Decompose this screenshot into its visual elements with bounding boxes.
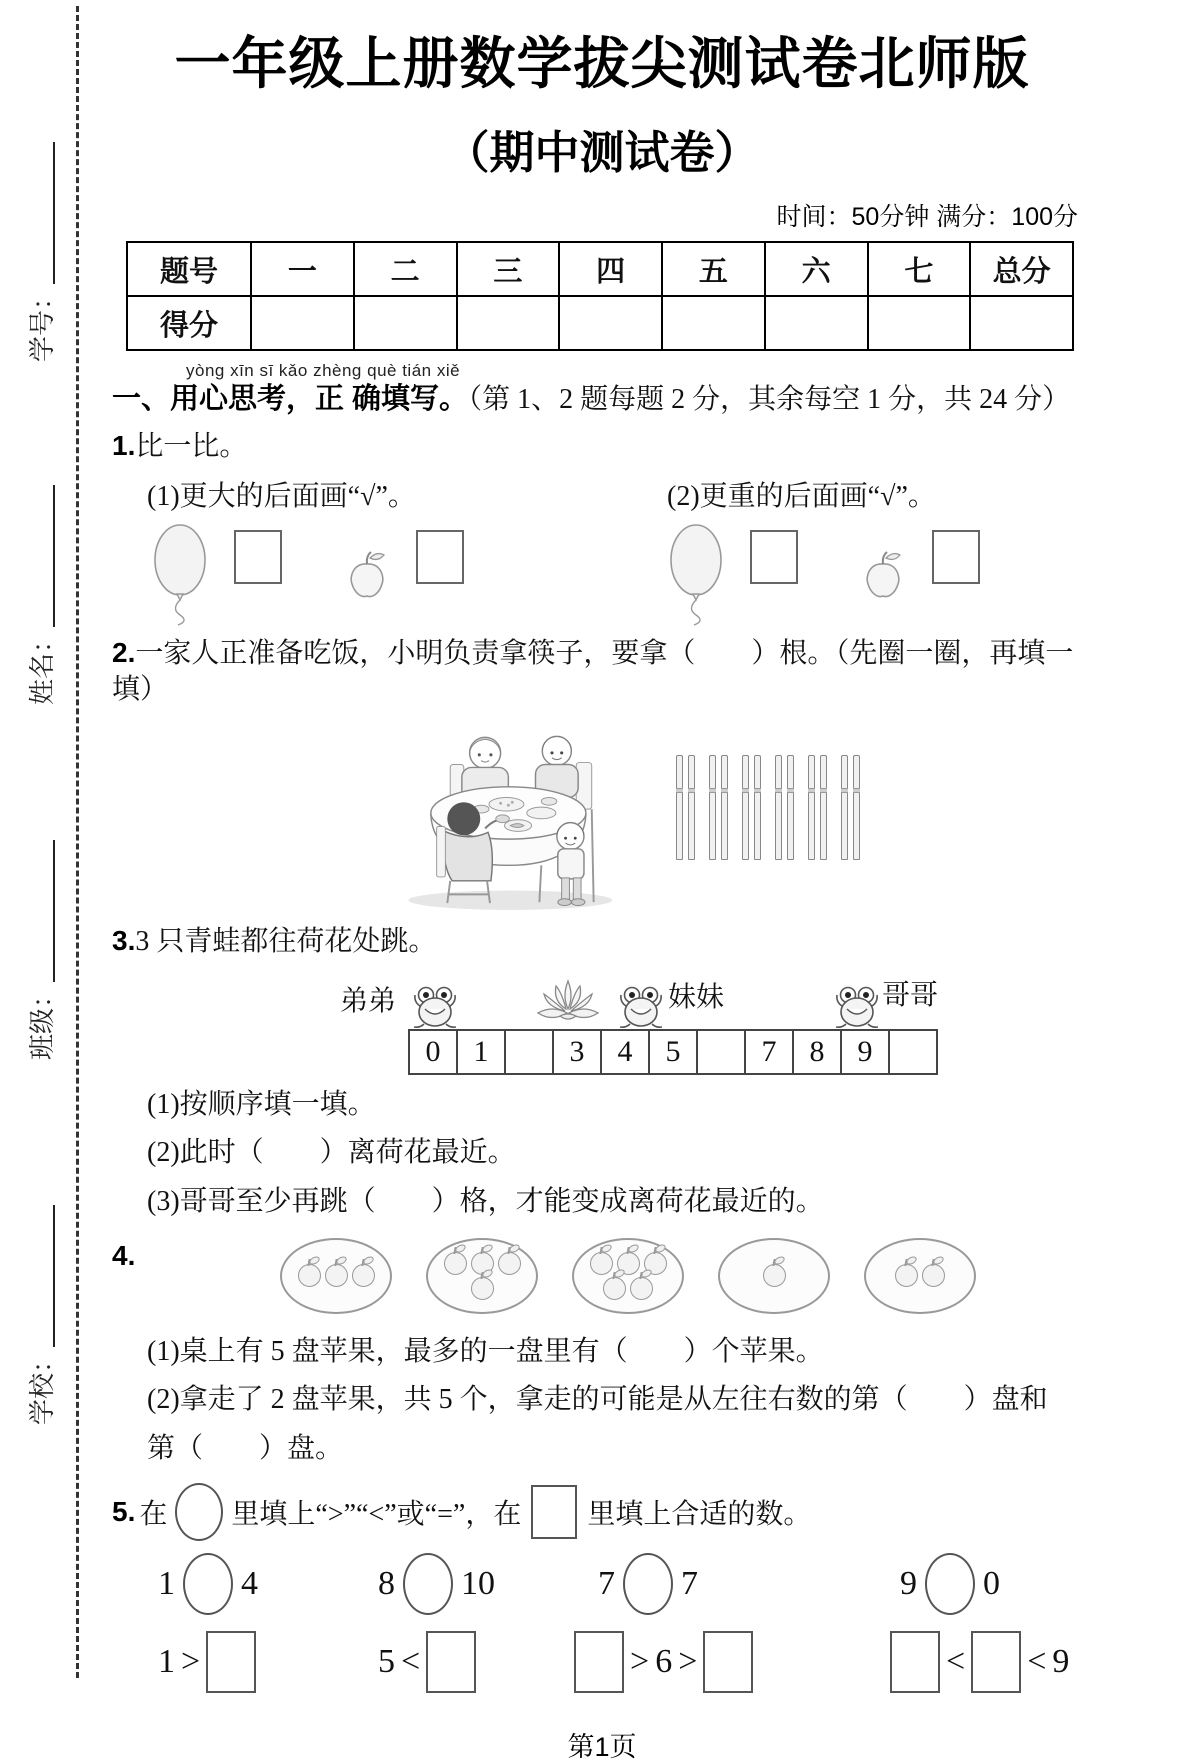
answer-box xyxy=(234,530,282,584)
header-col-4: 四 xyxy=(559,242,662,296)
apple-plate xyxy=(280,1238,392,1314)
question-4-part2-line1: (2)拿走了 2 盘苹果，共 5 个，拿走的可能是从左往右数的第（ ）盘和 xyxy=(147,1384,1048,1416)
number: 7 xyxy=(681,1565,698,1603)
question-4-part2-line2: 第（ ）盘。 xyxy=(147,1432,344,1464)
question-1 xyxy=(112,428,1092,465)
question-3-text: 3 只青蛙都往荷花处跳。 xyxy=(135,926,437,958)
question-2-figure xyxy=(394,712,1092,912)
question-1-number: 1. xyxy=(112,430,136,462)
section-pinyin: yòng xīn sī kǎo zhèng què tián xiě xyxy=(186,361,461,380)
question-5-text-c: 里填上合适的数。 xyxy=(587,1499,812,1531)
apple-icon xyxy=(603,1277,626,1300)
page-title: 一年级上册数学拔尖测试卷北师版 xyxy=(174,32,1030,95)
square-blank xyxy=(206,1631,256,1693)
header-col-1: 一 xyxy=(251,242,354,296)
number-cell-blank xyxy=(698,1031,746,1073)
score-cell xyxy=(251,296,354,350)
number-cell: 3 xyxy=(554,1031,602,1073)
compare-group-size xyxy=(152,520,464,626)
chopstick-pair-icon xyxy=(709,755,728,860)
frog-icon xyxy=(618,985,664,1029)
margin-field-class xyxy=(25,810,59,1060)
number-cell: 7 xyxy=(746,1031,794,1073)
score-cell xyxy=(765,296,868,350)
number-cell-blank xyxy=(506,1031,554,1073)
question-5 xyxy=(112,1483,1092,1541)
operator: < xyxy=(946,1643,966,1681)
fill-item xyxy=(574,1631,753,1693)
name-label: 姓名： xyxy=(28,626,57,705)
number-cell-blank xyxy=(890,1031,936,1073)
question-5-text-a: 在 xyxy=(139,1499,168,1531)
square-blank xyxy=(703,1631,753,1693)
apple-icon xyxy=(498,1252,521,1275)
circle-blank xyxy=(925,1553,975,1615)
number: 8 xyxy=(378,1565,395,1603)
number: 7 xyxy=(598,1565,615,1603)
number: 9 xyxy=(900,1565,917,1603)
margin-field-school xyxy=(25,1175,59,1425)
section-one-title: 一、用心思考，正 确填写。 xyxy=(112,383,469,415)
chopstick-pair-icon xyxy=(676,755,695,860)
number: 10 xyxy=(461,1565,495,1603)
number: 5 xyxy=(378,1643,395,1681)
gege-label: 哥哥 xyxy=(882,979,939,1011)
apple-icon xyxy=(352,1264,375,1287)
apple-icon xyxy=(630,1277,653,1300)
number-cell: 5 xyxy=(650,1031,698,1073)
question-4-part1: (1)桌上有 5 盘苹果，最多的一盘里有（ ）个苹果。 xyxy=(147,1335,824,1367)
header-col-6: 六 xyxy=(765,242,868,296)
fill-item xyxy=(890,1631,1069,1693)
question-4 xyxy=(112,1236,1092,1322)
operator: < xyxy=(401,1643,421,1681)
question-5-box-row xyxy=(112,1631,1092,1707)
score-cell xyxy=(559,296,662,350)
number-cell: 0 xyxy=(410,1031,458,1073)
question-3-figure xyxy=(112,965,1092,1075)
chopstick-pair-icon xyxy=(775,755,794,860)
circle-blank xyxy=(623,1553,673,1615)
question-1-text: 比一比。 xyxy=(135,431,248,463)
question-5-circle-row xyxy=(112,1553,1092,1619)
compare-group-weight xyxy=(668,520,980,626)
score-cell xyxy=(970,296,1073,350)
compare-item xyxy=(378,1553,495,1615)
page-number: 第1页 xyxy=(567,1732,637,1763)
blank-line xyxy=(47,840,55,982)
apple-plate xyxy=(426,1238,538,1314)
answer-box xyxy=(416,530,464,584)
apple-icon xyxy=(860,550,906,600)
apple-plate xyxy=(864,1238,976,1314)
margin-field-name xyxy=(25,455,59,705)
score-cell xyxy=(457,296,560,350)
circle-blank xyxy=(183,1553,233,1615)
section-one-note: （第 1、2 题每题 2 分，其余每空 1 分，共 24 分） xyxy=(468,384,1071,415)
compare-item xyxy=(598,1553,698,1615)
family-dinner-illustration xyxy=(394,712,646,912)
binding-dashed-line xyxy=(76,6,79,1678)
operator: < xyxy=(1027,1643,1047,1681)
compare-item xyxy=(900,1553,1000,1615)
question-3-part2: (2)此时（ ）离荷花最近。 xyxy=(147,1137,516,1169)
score-table-header-row xyxy=(127,242,1073,296)
question-2-text: 一家人正准备吃饭，小明负责拿筷子，要拿（ ）根。（先圈一圈，再填一填） xyxy=(112,637,1074,706)
header-question-no: 题号 xyxy=(127,242,251,296)
question-4-number: 4. xyxy=(112,1239,136,1271)
question-1-parts xyxy=(112,474,1092,514)
question-5-text-b: 里填上“>”“<”或“=”，在 xyxy=(231,1499,522,1531)
circle-blank xyxy=(403,1553,453,1615)
apple-plate xyxy=(572,1238,684,1314)
time-score-info: 时间：50分钟 满分：100分 xyxy=(776,203,1078,231)
score-table xyxy=(126,241,1074,351)
chopstick-pair-icon xyxy=(742,755,761,860)
balloon-icon xyxy=(152,522,208,626)
question-3-part3: (3)哥哥至少再跳（ ）格，才能变成离荷花最近的。 xyxy=(147,1185,824,1217)
score-cell xyxy=(662,296,765,350)
score-cell xyxy=(354,296,457,350)
number-cell: 9 xyxy=(842,1031,890,1073)
didi-label: 弟弟 xyxy=(340,985,397,1017)
apple-plates xyxy=(280,1238,976,1314)
question-2-number: 2. xyxy=(112,636,136,668)
fill-item xyxy=(378,1631,476,1693)
square-blank xyxy=(890,1631,940,1693)
square-blank xyxy=(971,1631,1021,1693)
balloon-icon xyxy=(668,522,724,626)
number-cell: 4 xyxy=(602,1031,650,1073)
number: 9 xyxy=(1052,1643,1070,1681)
apple-plate xyxy=(718,1238,830,1314)
question-2 xyxy=(112,635,1092,709)
apple-icon xyxy=(444,1252,467,1275)
fill-item xyxy=(158,1631,256,1693)
number: 6 xyxy=(655,1643,673,1681)
header-col-3: 三 xyxy=(457,242,560,296)
operator: > xyxy=(630,1643,650,1681)
apple-icon xyxy=(344,550,390,600)
operator: > xyxy=(678,1643,698,1681)
meimei-label: 妹妹 xyxy=(668,981,725,1013)
number: 0 xyxy=(983,1565,1000,1603)
number: 4 xyxy=(241,1565,258,1603)
question-1-part1: (1)更大的后面画“√”。 xyxy=(147,480,416,512)
answer-box xyxy=(750,530,798,584)
section-one-heading xyxy=(112,381,1092,417)
question-5-number: 5. xyxy=(112,1496,136,1528)
header-col-2: 二 xyxy=(354,242,457,296)
apple-icon xyxy=(325,1264,348,1287)
circle-blank xyxy=(175,1483,223,1541)
chopstick-pair-icon xyxy=(841,755,860,860)
score-table-score-row xyxy=(127,296,1073,350)
blank-line xyxy=(47,142,55,284)
square-blank xyxy=(574,1631,624,1693)
apple-icon xyxy=(590,1252,613,1275)
frog-icon xyxy=(834,985,880,1029)
square-blank xyxy=(426,1631,476,1693)
chopstick-pair-icon xyxy=(808,755,827,860)
answer-box xyxy=(932,530,980,584)
school-label: 学校： xyxy=(28,1346,57,1425)
blank-line xyxy=(47,1205,55,1347)
question-1-figures xyxy=(112,520,1092,624)
apple-icon xyxy=(298,1264,321,1287)
operator: > xyxy=(181,1643,201,1681)
question-3 xyxy=(112,923,1092,960)
apple-icon xyxy=(763,1264,786,1287)
number: 1 xyxy=(158,1565,175,1603)
number-cell: 1 xyxy=(458,1031,506,1073)
question-3-number: 3. xyxy=(112,925,136,957)
score-label: 得分 xyxy=(127,296,251,350)
score-cell xyxy=(868,296,971,350)
apple-icon xyxy=(922,1264,945,1287)
number: 1 xyxy=(158,1643,175,1681)
question-3-part1: (1)按顺序填一填。 xyxy=(147,1088,376,1120)
question-1-part2: (2)更重的后面画“√”。 xyxy=(667,480,936,512)
apple-icon xyxy=(895,1264,918,1287)
number-line xyxy=(408,1029,938,1075)
apple-icon xyxy=(471,1277,494,1300)
compare-item xyxy=(158,1553,258,1615)
square-blank xyxy=(531,1485,577,1539)
page-subtitle: （期中测试卷） xyxy=(444,127,760,178)
header-col-7: 七 xyxy=(868,242,971,296)
lotus-icon xyxy=(536,979,600,1027)
blank-line xyxy=(47,485,55,627)
header-col-5: 五 xyxy=(662,242,765,296)
frog-icon xyxy=(412,985,458,1029)
student-id-label: 学号： xyxy=(28,283,57,362)
chopsticks-group xyxy=(676,755,860,860)
number-cell: 8 xyxy=(794,1031,842,1073)
header-total: 总分 xyxy=(970,242,1073,296)
class-label: 班级： xyxy=(28,981,57,1060)
margin-field-student-id xyxy=(25,112,59,362)
